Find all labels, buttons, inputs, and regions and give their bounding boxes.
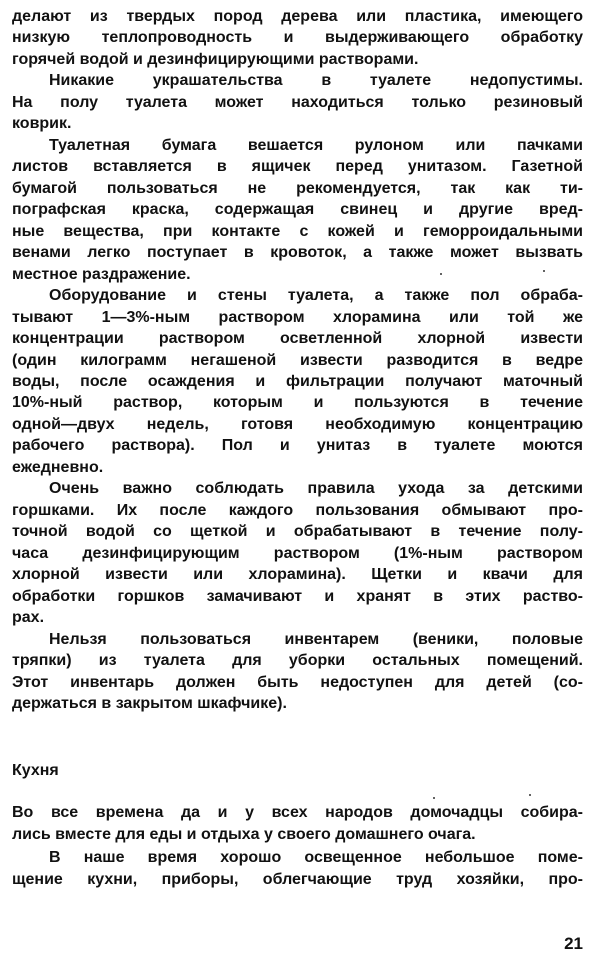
text-line: В наше время хорошо освещенное небольшое поме-	[49, 848, 583, 866]
text-line: воды, после осаждения и фильтрации получают маточный	[12, 372, 583, 390]
text-line: Туалетная бумага вешается рулоном или пачками	[49, 136, 583, 154]
text-line: 10%-ный раствор, которым и пользуются в течение	[12, 394, 583, 412]
text-line: ежедневно.	[12, 458, 104, 476]
text-line: делают из твердых пород дерева или пластика, имеющего	[12, 8, 583, 25]
paragraph	[12, 70, 583, 134]
text-line: местное раздражение.	[12, 265, 191, 283]
text-line: концентрации раствором осветленной хлорной извести	[12, 330, 583, 348]
text-line: часа дезинфицирующим раствором (1%-ным раствором	[12, 544, 583, 562]
text-line: Этот инвентарь должен быть недоступен для детей (со-	[12, 673, 583, 691]
toilet-section-text	[12, 6, 583, 714]
scan-speck	[440, 273, 442, 275]
text-line: рабочего раствора). Пол и унитаз в туалете моются	[12, 437, 583, 455]
text-line: тряпки) из туалета для уборки остальных помещений.	[12, 652, 583, 670]
text-line: обработки горшков замачивают и хранят в этих раство-	[12, 587, 583, 605]
scan-speck	[529, 794, 531, 796]
paragraph	[12, 629, 583, 715]
scan-speck	[433, 797, 435, 799]
paragraph	[12, 802, 583, 847]
text-line: щение кухни, приборы, облегчающие труд хозяйки, про-	[12, 870, 583, 888]
text-line: одной—двух недель, готовя необходимую концентрацию	[12, 415, 583, 433]
text-line: тывают 1—3%-ным раствором хлорамина или той же	[12, 308, 583, 326]
text-line: Нельзя пользоваться инвентарем (веники, половые	[49, 630, 583, 648]
text-line: хлорной извести или хлорамина). Щетки и квачи для	[12, 566, 583, 584]
text-line: лись вместе для еды и отдыха у своего домашнего очага.	[12, 826, 476, 844]
paragraph	[12, 847, 583, 892]
text-line: рах.	[12, 609, 45, 627]
text-line: венами легко поступает в кровоток, а также может вызвать	[12, 244, 583, 262]
text-line: Оборудование и стены туалета, а также пол обраба-	[49, 287, 583, 305]
text-line: (один килограмм негашеной извести разводится в ведре	[12, 351, 583, 369]
text-line: бумагой пользоваться не рекомендуется, так как ти-	[12, 179, 583, 197]
page-number: 21	[564, 934, 583, 953]
paragraph	[12, 135, 583, 285]
paragraph	[12, 6, 583, 70]
text-line: Во все времена да и у всех народов домочадцы собира-	[12, 804, 583, 821]
section-heading: Кухня	[12, 762, 59, 779]
text-line: горячей водой и дезинфицирующими растворами.	[12, 50, 419, 68]
text-line: коврик.	[12, 115, 72, 133]
paragraph	[12, 285, 583, 478]
text-line: Очень важно соблюдать правила ухода за детскими	[49, 480, 583, 498]
text-line: листов вставляется в ящичек перед унитазом. Газетной	[12, 158, 583, 176]
text-line: Никакие украшательства в туалете недопустимы.	[49, 72, 583, 90]
text-line: ные вещества, при контакте с кожей и геморроидальными	[12, 222, 583, 240]
text-line: На полу туалета может находиться только резиновый	[12, 93, 583, 111]
text-line: низкую теплопроводность и выдерживающего обработку	[12, 29, 583, 47]
text-line: держаться в закрытом шкафчике).	[12, 695, 287, 712]
scan-speck	[543, 270, 545, 272]
paragraph	[12, 478, 583, 628]
text-line: точной водой со щеткой и обрабатывают в течение полу-	[12, 523, 583, 541]
kitchen-section-text	[12, 802, 583, 891]
text-line: пографская краска, содержащая свинец и другие вред-	[12, 201, 583, 219]
text-line: горшками. Их после каждого пользования обмывают про-	[12, 501, 583, 519]
